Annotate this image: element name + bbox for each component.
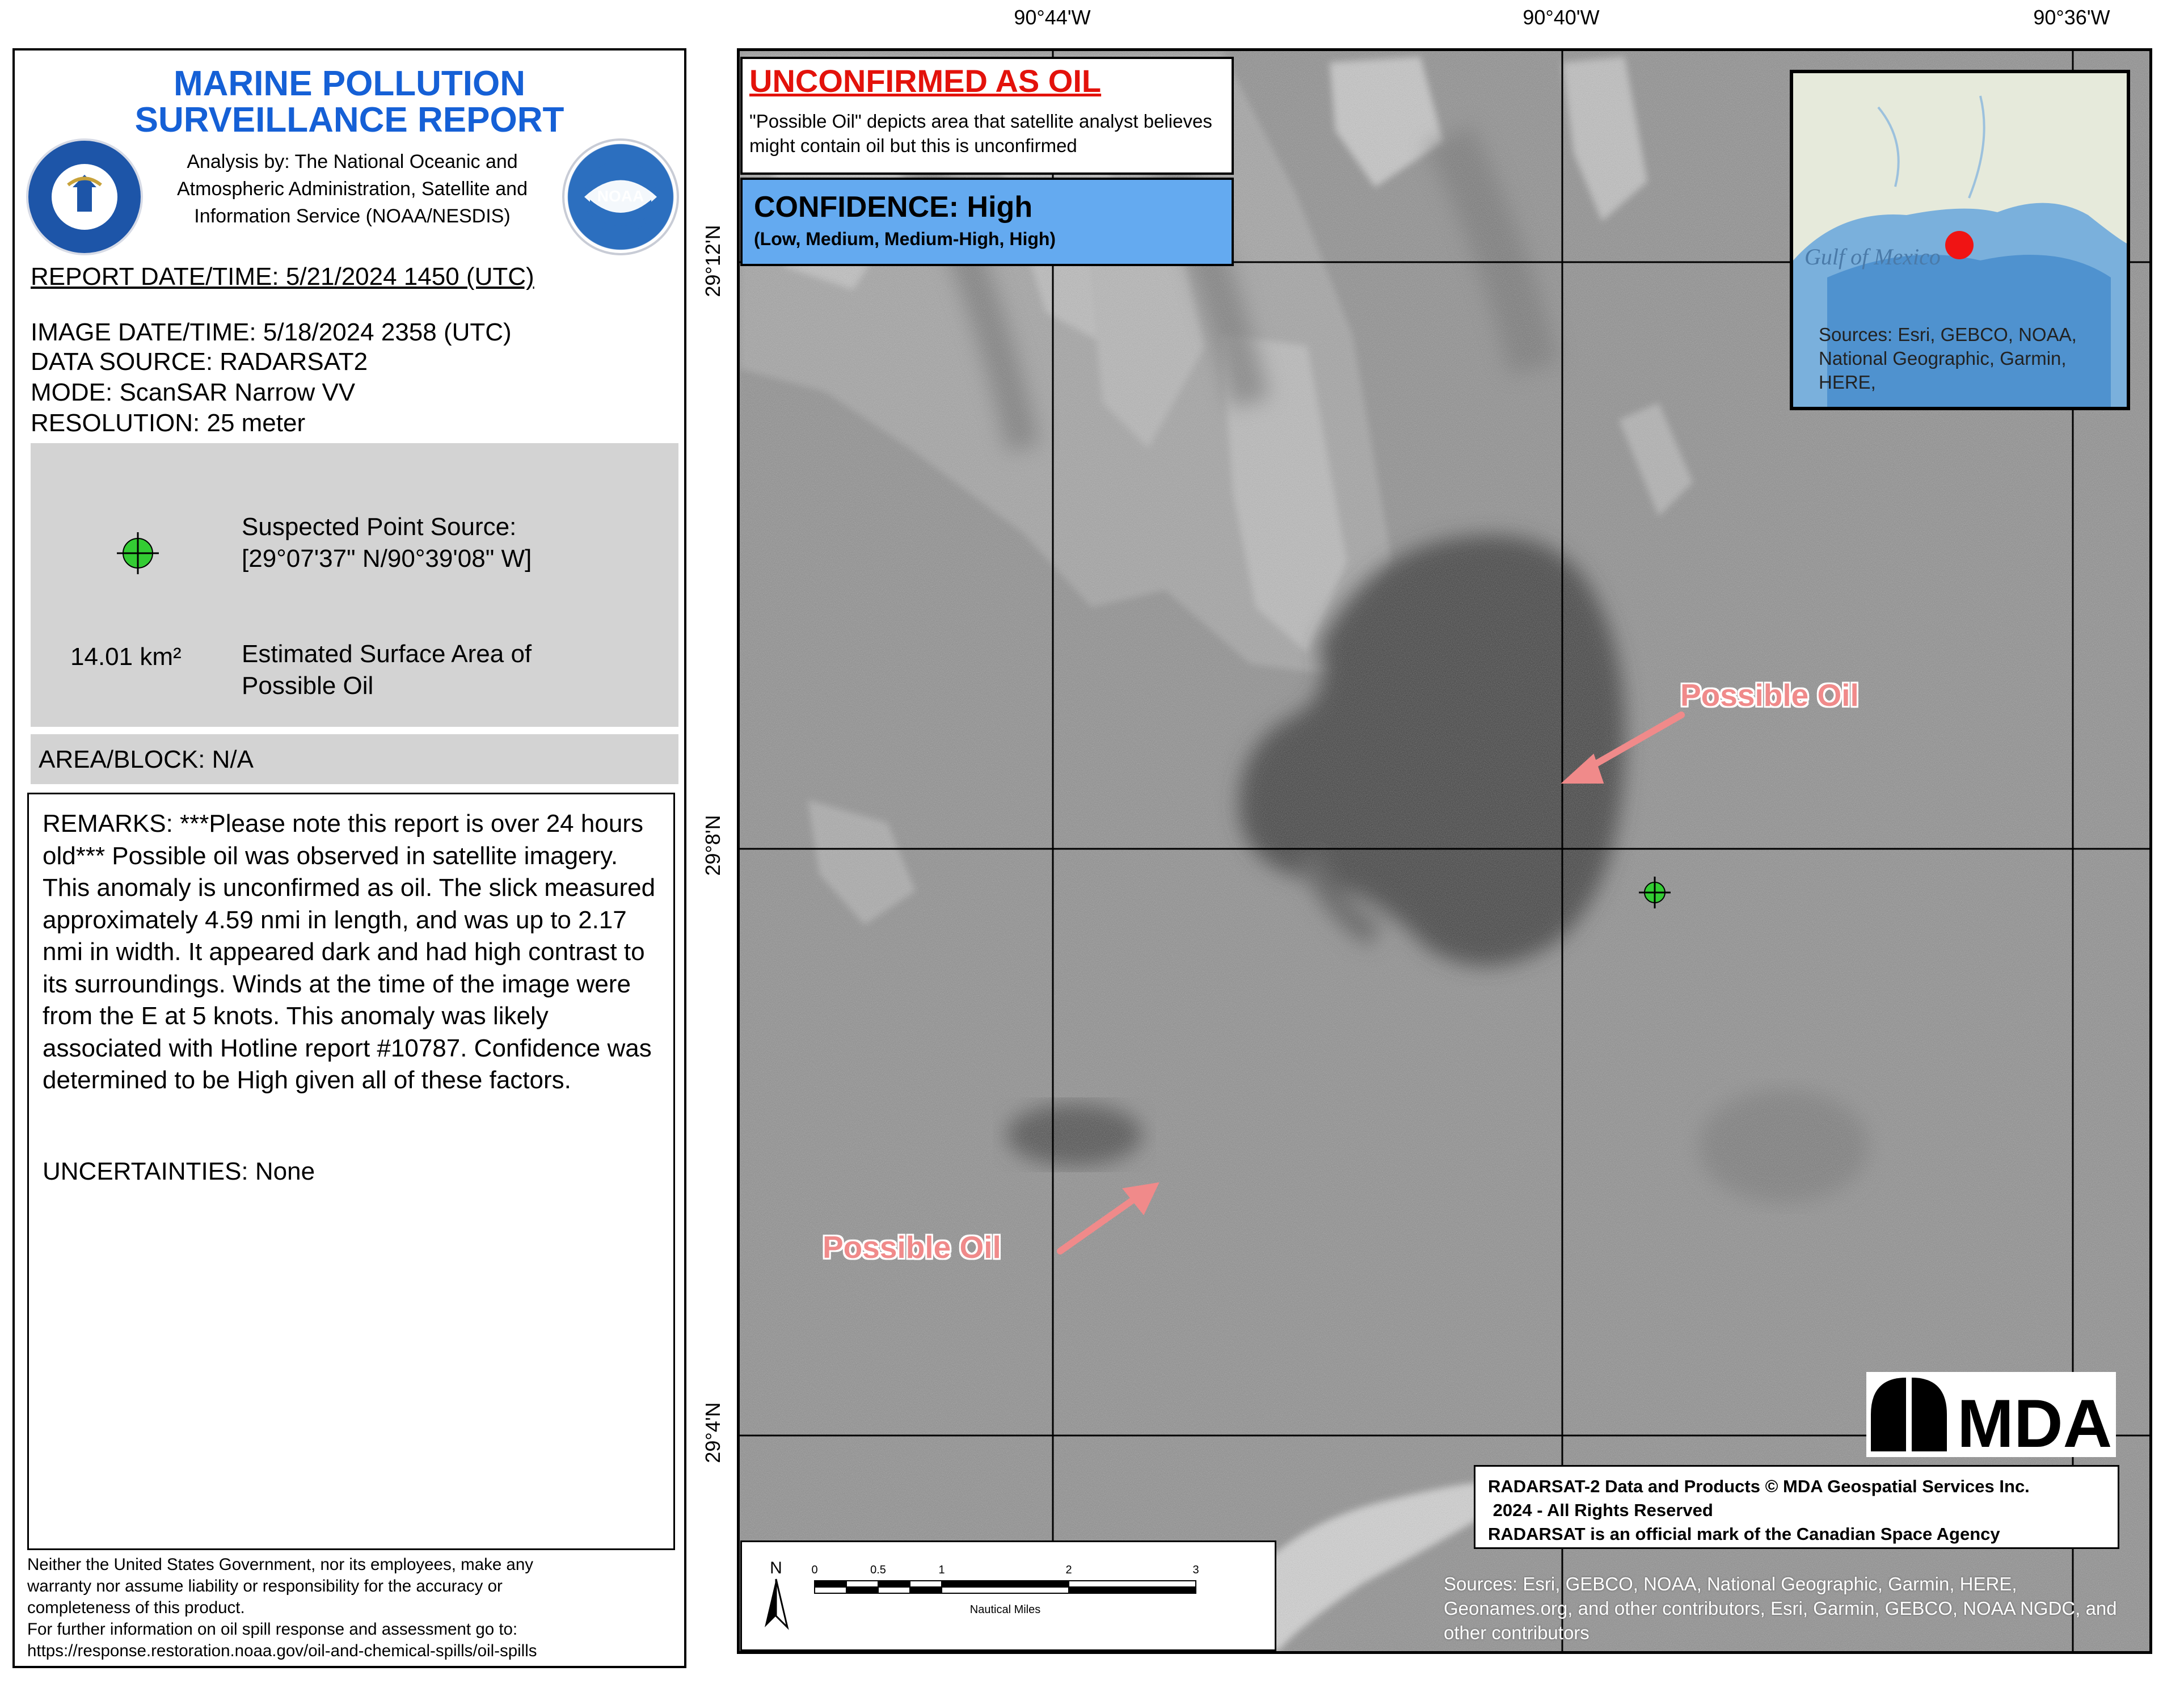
surface-area-legend xyxy=(242,638,532,702)
uncertainties: UNCERTAINTIES: None xyxy=(43,1157,315,1185)
confidence-title: CONFIDENCE: High xyxy=(754,191,1033,224)
disclaimer-line: completeness of this product. xyxy=(27,1598,245,1617)
basemap-sources: Sources: Esri, GEBCO, NOAA, National Geographic, Garmin, HERE, Geonames.org, and other contributors, Esri, Garmin, GEBCO, NOAA NGDC, and other contributors xyxy=(1444,1573,2117,1643)
report-title-line2: SURVEILLANCE REPORT xyxy=(134,100,564,140)
area-block: AREA/BLOCK: N/A xyxy=(39,746,254,773)
data-source: DATA SOURCE: RADARSAT2 xyxy=(31,348,368,376)
report-title-line1: MARINE POLLUTION xyxy=(174,64,525,103)
image-datetime: IMAGE DATE/TIME: 5/18/2024 2358 (UTC) xyxy=(31,318,512,346)
scale-tick-label: 0 xyxy=(811,1564,818,1576)
longitude-label: 90°44'W xyxy=(1014,6,1091,29)
credit-line: 2024 - All Rights Reserved xyxy=(1488,1500,1713,1520)
scale-tick-label: 3 xyxy=(1192,1564,1199,1576)
mda-credit-box xyxy=(1474,1465,2119,1549)
suspected-point-source-marker[interactable] xyxy=(1638,875,1672,910)
point-source-coords: [29°07'37" N/90°39'08" W] xyxy=(242,545,532,573)
mode: MODE: ScanSAR Narrow VV xyxy=(31,378,356,406)
unconfirmed-title: UNCONFIRMED AS OIL xyxy=(749,63,1102,99)
north-arrow-icon xyxy=(765,1579,787,1627)
scale-tick-label: 2 xyxy=(1065,1564,1072,1576)
resolution: RESOLUTION: 25 meter xyxy=(31,409,306,437)
scale-tick-label: 1 xyxy=(938,1564,945,1576)
inset-locator-map[interactable] xyxy=(1790,70,2130,410)
scale-bar-box xyxy=(740,1540,1276,1651)
possible-oil-label: Possible Oil xyxy=(823,1230,1001,1265)
inset-sources: Sources: Esri, GEBCO, NOAA, National Geographic, Garmin, HERE, xyxy=(1819,324,2077,393)
longitude-label: 90°40'W xyxy=(1523,6,1600,29)
possible-oil-label: Possible Oil xyxy=(1680,677,1859,713)
legend-box xyxy=(31,443,678,727)
point-source-crosshair-icon xyxy=(115,530,161,576)
location-marker xyxy=(1945,231,1974,259)
gulf-label: Gulf of Mexico xyxy=(1804,244,1941,270)
mda-logo xyxy=(1866,1372,2116,1457)
noaa-seal xyxy=(562,138,679,255)
disclaimer-link[interactable]: https://response.restoration.noaa.gov/oil-and-chemical-spills/oil-spills xyxy=(27,1641,537,1660)
disclaimer-line: Neither the United States Government, nor its employees, make any xyxy=(27,1555,533,1574)
latitude-label: 29°12'N xyxy=(701,225,724,297)
area-block-box xyxy=(31,734,678,784)
scale-tick-label: 0.5 xyxy=(870,1564,886,1576)
credit-line: RADARSAT-2 Data and Products © MDA Geospatial Services Inc. xyxy=(1488,1476,2030,1496)
unconfirmed-description: "Possible Oil" depicts area that satellite analyst believes might contain oil but this is unconfirmed xyxy=(749,111,1212,156)
latitude-label: 29°4'N xyxy=(701,1402,724,1463)
disclaimer-line: For further information on oil spill response and assessment go to: xyxy=(27,1620,518,1639)
disclaimer xyxy=(27,1554,685,1662)
latitude-label: 29°8'N xyxy=(701,815,724,876)
surface-area-value: 14.01 km² xyxy=(70,643,182,671)
point-source-legend xyxy=(242,511,532,575)
credit-line: RADARSAT is an official mark of the Canadian Space Agency xyxy=(1488,1524,2000,1544)
report-datetime: REPORT DATE/TIME: 5/21/2024 1450 (UTC) xyxy=(31,263,534,291)
north-label: N xyxy=(770,1559,782,1577)
point-source-label: Suspected Point Source: xyxy=(242,513,517,541)
noaa-seal-text: NOAA xyxy=(597,187,644,205)
remarks-box xyxy=(27,793,675,1550)
disclaimer-line: warranty nor assume liability or responsibility for the accuracy or xyxy=(27,1577,503,1596)
report-panel xyxy=(12,48,686,1668)
analysis-by-text: Analysis by: The National Oceanic and Atmospheric Administration, Satellite and Information Service (NOAA/NESDIS) xyxy=(177,151,528,227)
surface-area-label-line2: Possible Oil xyxy=(242,672,374,700)
confidence-box xyxy=(740,178,1234,266)
department-of-commerce-seal xyxy=(26,138,143,255)
confidence-scale: (Low, Medium, Medium-High, High) xyxy=(754,229,1056,249)
scale-unit: Nautical Miles xyxy=(969,1603,1041,1616)
remarks-text: REMARKS: ***Please note this report is over 24 hours old*** Possible oil was observed in satellite imagery. This anomaly is unconfirmed as oil. The slick measured approximately 4.59 nmi in length, and was up to 2.17 nmi in width. It appeared dark and had high contrast to its surroundings. Winds at the time of the image were from the E at 5 knots. This anomaly was likely associated with Hotline report #10787. Confidence was determined to be High given all of these factors. xyxy=(43,810,656,1094)
unconfirmed-box xyxy=(740,57,1234,175)
longitude-label: 90°36'W xyxy=(2033,6,2110,29)
mda-logo-text: MDA xyxy=(1957,1386,2113,1457)
surface-area-label-line1: Estimated Surface Area of xyxy=(242,640,532,668)
